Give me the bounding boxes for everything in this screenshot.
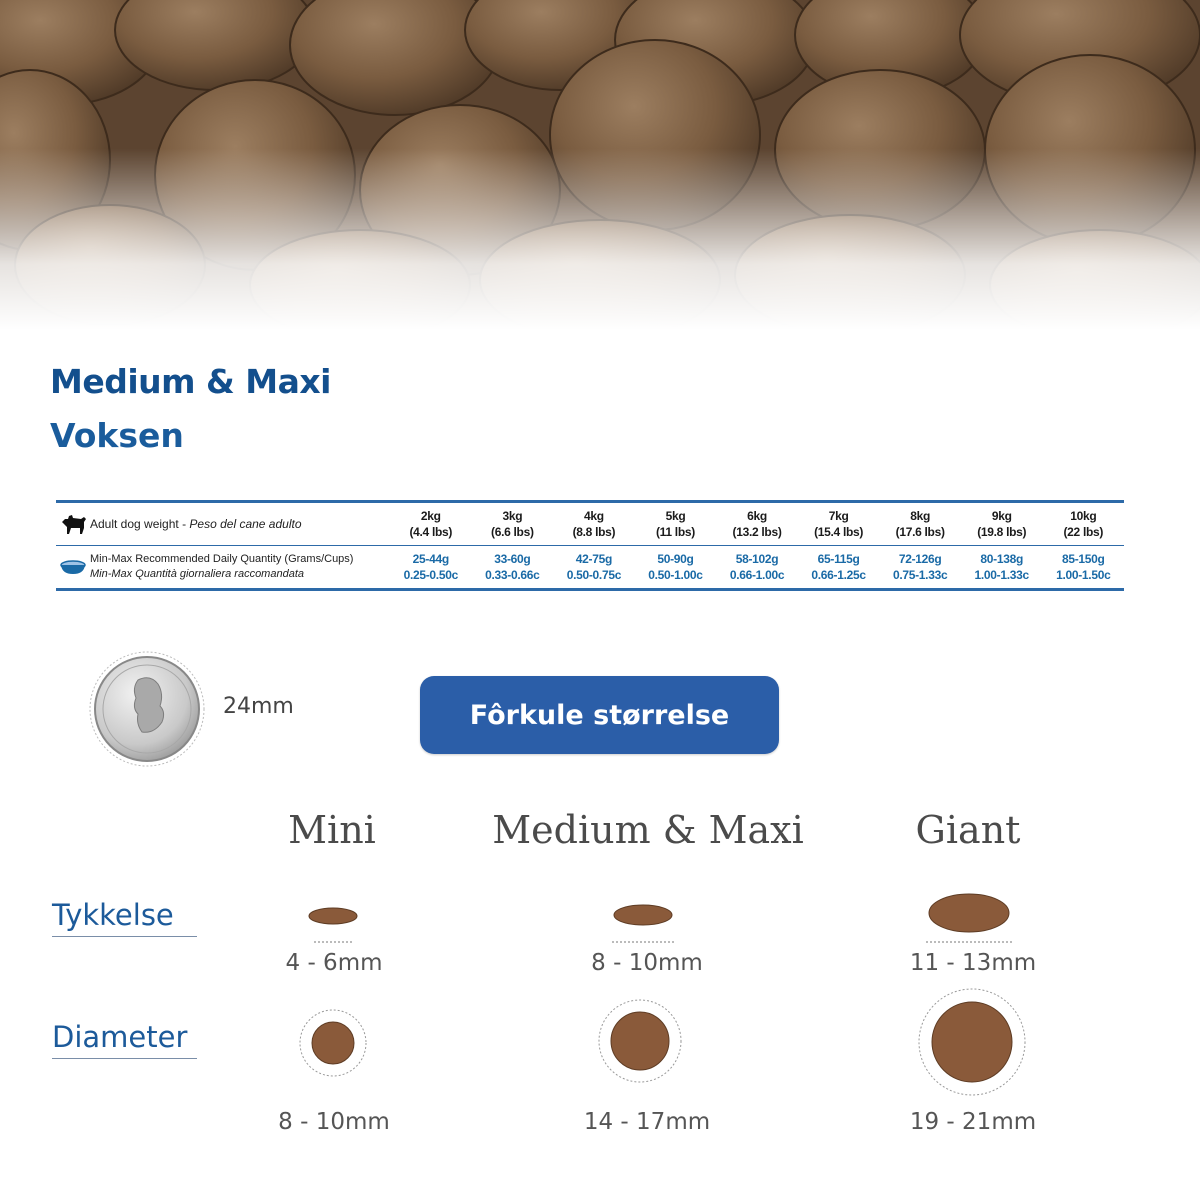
quantity-row-label <box>90 552 390 582</box>
quantity-cell: 58-102g 0.66-1.00c <box>729 552 785 582</box>
quantity-cell: 85-150g 1.00-1.50c <box>1056 552 1111 582</box>
weight-cell: 8kg (17.6 lbs) <box>895 509 945 539</box>
coin-size-label: 24mm <box>223 694 294 719</box>
feeding-table <box>56 500 1124 591</box>
weight-cell: 3kg (6.6 lbs) <box>491 509 534 539</box>
quantity-values <box>390 551 1124 583</box>
weight-label-text: Adult dog weight - <box>90 516 190 531</box>
kibble-size-button[interactable]: Fôrkule størrelse <box>420 676 779 754</box>
product-title: Medium & Maxi <box>50 362 331 401</box>
giant-kibble-top-image <box>913 988 1031 1096</box>
product-subtitle: Voksen <box>50 416 184 455</box>
weight-label-italic: Peso del cane adulto <box>189 516 302 531</box>
giant-diameter-value: 19 - 21mm <box>909 1109 1037 1135</box>
medium-maxi-kibble-side-image <box>610 900 676 946</box>
thickness-label: Tykkelse <box>52 898 197 937</box>
quantity-cell: 25-44g 0.25-0.50c <box>403 552 458 582</box>
kibble-hero-photo <box>0 0 1200 330</box>
quantity-cell: 33-60g 0.33-0.66c <box>485 552 540 582</box>
quantity-label-italic: Min-Max Quantità giornaliera raccomandata <box>90 568 304 580</box>
bowl-icon <box>56 557 90 577</box>
medium-maxi-thickness-value: 8 - 10mm <box>591 950 703 976</box>
weight-cell: 5kg (11 lbs) <box>655 509 695 539</box>
weight-cell: 4kg (8.8 lbs) <box>572 509 616 539</box>
quantity-cell: 50-90g 0.50-1.00c <box>648 552 703 582</box>
weight-cell: 6kg (13.2 lbs) <box>732 509 782 539</box>
weight-cell: 10kg (22 lbs) <box>1063 509 1104 539</box>
quantity-cell: 65-115g 0.66-1.25c <box>811 552 866 582</box>
giant-thickness-value: 11 - 13mm <box>909 950 1037 976</box>
column-header-medium-maxi: Medium & Maxi <box>492 808 804 852</box>
weight-cell: 9kg (19.8 lbs) <box>977 509 1027 539</box>
dog-icon <box>56 513 90 535</box>
weight-cell: 2kg (4.4 lbs) <box>409 509 453 539</box>
quantity-cell: 80-138g 1.00-1.33c <box>974 552 1029 582</box>
column-header-mini: Mini <box>288 808 376 852</box>
quantity-cell: 72-126g 0.75-1.33c <box>892 552 948 582</box>
diameter-label: Diameter <box>52 1020 197 1059</box>
mini-thickness-value: 4 - 6mm <box>285 950 383 976</box>
quantity-label-text: Min-Max Recommended Daily Quantity (Grams/Cups) <box>90 553 354 565</box>
mini-kibble-side-image <box>305 902 361 946</box>
medium-maxi-kibble-top-image <box>597 998 683 1084</box>
mini-diameter-value: 8 - 10mm <box>278 1109 390 1135</box>
medium-maxi-diameter-value: 14 - 17mm <box>583 1109 711 1135</box>
weight-cell: 7kg (15.4 lbs) <box>814 509 864 539</box>
weight-row-label <box>90 517 390 532</box>
giant-kibble-side-image <box>922 890 1016 946</box>
quantity-row <box>56 545 1124 588</box>
weight-row <box>56 503 1124 545</box>
quarter-dollar-coin-icon <box>88 650 206 768</box>
mini-kibble-top-image <box>298 1008 368 1078</box>
weight-values <box>390 508 1124 540</box>
quantity-cell: 42-75g 0.50-0.75c <box>566 552 622 582</box>
column-header-giant: Giant <box>915 808 1021 852</box>
